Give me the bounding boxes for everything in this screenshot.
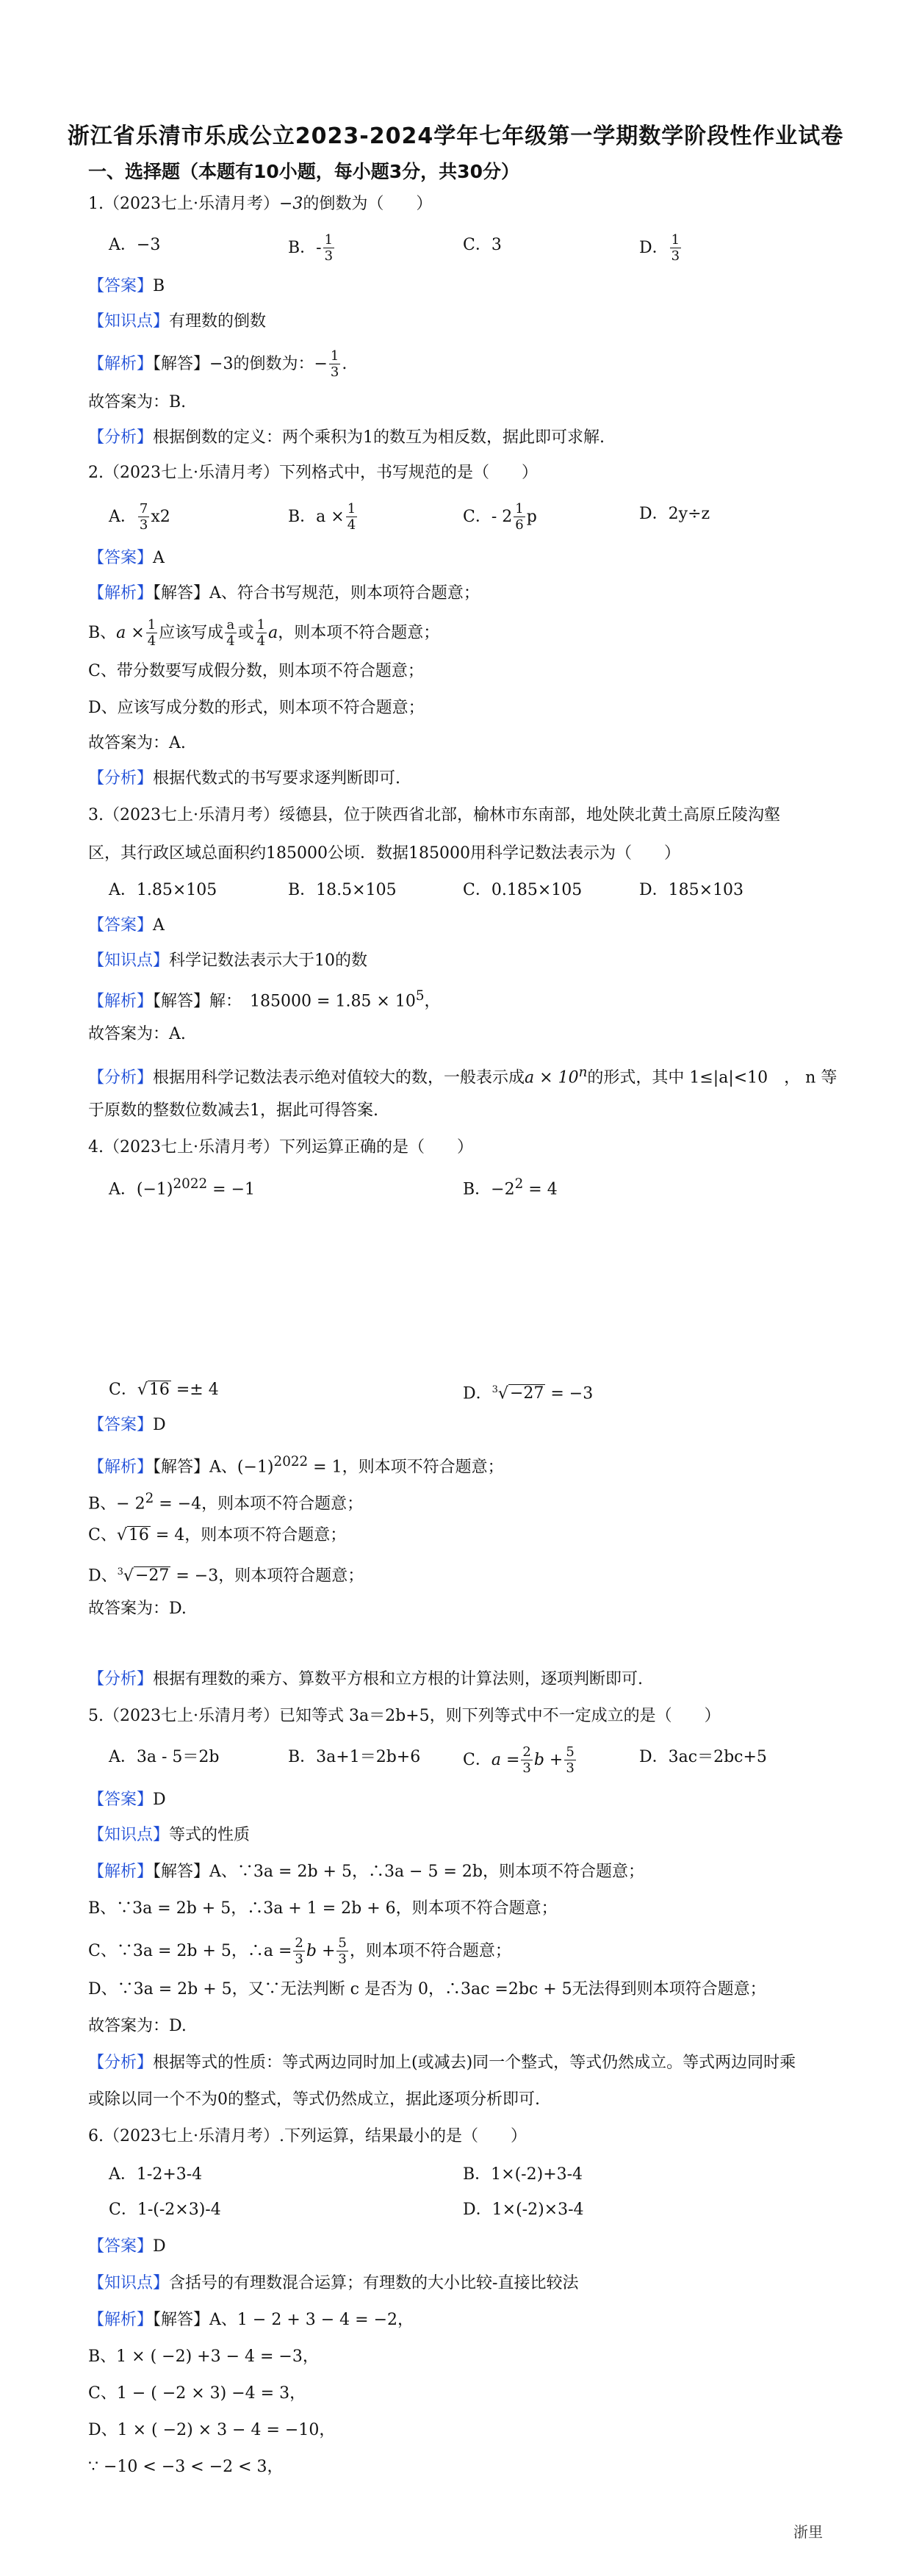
q5-fenxi-line1: 【分析】根据等式的性质：等式两边同时加上(或减去)同一个整式，等式仍然成立。等式两边同时乘	[88, 2054, 796, 2072]
q6-analysis-e: ∵ −10 < −3 < −2 < 3，	[88, 2458, 284, 2476]
q6-option-b: B．1×(-2)+3-4	[463, 2165, 583, 2184]
q2-analysis-c: C、带分数要写成假分数，则本项不符合题意；	[88, 662, 424, 680]
q5-conclusion: 故答案为：D.	[88, 2017, 187, 2035]
q5-analysis-c: C、∵3a = 2b + 5，∴a = $\frac{2}{3}$ b + $\frac{5}{3}$ ，则本项不符合题意；	[88, 1937, 511, 1966]
q3-knowledge: 【知识点】科学记数法表示大于10的数	[88, 951, 368, 970]
q5-analysis-a: 【解析】【解答】A、∵3a = 2b + 5，∴3a − 5 = 2b，则本项不符合题意；	[88, 1863, 644, 1881]
q1-conclusion: 故答案为：B.	[88, 393, 187, 411]
q4-option-c: C．√16 =± 4	[109, 1381, 219, 1399]
q5-option-d: D．3ac＝2bc+5	[639, 1748, 767, 1766]
q4-option-d: D．$^3$√−27 = −3	[463, 1384, 594, 1403]
q1-fenxi: 【分析】根据倒数的定义：两个乘积为1的数互为相反数，据此即可求解.	[88, 428, 605, 447]
q2-option-b: B．a × $\frac{1}{4}$	[288, 501, 356, 533]
q4-option-a: A．$(-1)^{2022} = -1$	[109, 1176, 256, 1199]
q2-option-c: C．- 2 $\frac{1}{6}$ p	[463, 501, 537, 533]
q4-fenxi: 【分析】根据有理数的乘方、算数平方根和立方根的计算法则，逐项判断即可.	[88, 1670, 644, 1688]
q5-analysis-d: D、∵3a = 2b + 5，又∵无法判断 c 是否为 0，∴3ac =2bc + 5无法得到则本项符合题意；	[88, 1980, 766, 1998]
q6-answer: 【答案】D	[88, 2237, 166, 2256]
q6-stem: 6.（2023七上·乐清月考）.下列运算，结果最小的是（ ）	[88, 2127, 527, 2145]
q6-option-d: D．1×(-2)×3-4	[463, 2201, 584, 2219]
q4-analysis-a: 【解析】【解答】A、$(-1)^{2022} = 1$，则本项不符合题意；	[88, 1454, 504, 1477]
q5-option-b: B．3a+1＝2b+6	[288, 1748, 421, 1766]
q1-analysis: 【解析】【解答】−3的倒数为：− $\frac{1}{3}$ .	[88, 350, 348, 379]
q3-analysis: 【解析】【解答】解： $185000 = 1.85 \times 10^5$，	[88, 988, 441, 1011]
q3-option-a: A．1.85×105	[109, 881, 217, 899]
q6-option-c: C．1-(-2×3)-4	[109, 2201, 221, 2219]
q2-analysis-b: B、a × $\frac{1}{4}$ 应该写成 $\frac{a}{4}$ 或 $\frac{1}{4}$ a，则本项不符合题意；	[88, 619, 440, 648]
q4-answer: 【答案】D	[88, 1416, 166, 1434]
q3-answer: 【答案】A	[88, 916, 165, 935]
q3-conclusion: 故答案为：A.	[88, 1025, 186, 1043]
q3-stem-line1: 3.（2023七上·乐清月考）绥德县，位于陕西省北部，榆林市东南部，地处陕北黄土高原丘陵沟壑	[88, 806, 780, 824]
document-title: 浙江省乐清市乐成公立2023-2024学年七年级第一学期数学阶段性作业试卷	[67, 123, 844, 149]
q2-analysis-d: D、应该写成分数的形式，则本项不符合题意；	[88, 699, 425, 717]
q6-analysis-c: C、1 − ( −2 × 3) −4 = 3，	[88, 2384, 306, 2403]
q1-answer: 【答案】B	[88, 277, 165, 295]
q2-option-d: D．2y÷z	[639, 505, 710, 523]
q5-knowledge: 【知识点】等式的性质	[88, 1826, 251, 1844]
q1-option-a: A．−3	[109, 236, 161, 254]
q5-analysis-b: B、∵3a = 2b + 5，∴3a + 1 = 2b + 6，则本项不符合题意；	[88, 1899, 558, 1918]
q3-fenxi-line1: 【分析】根据用科学记数法表示绝对值较大的数，一般表示成$a \times 10^n$的形式，其中 1≤|a|<10 ， n 等	[88, 1065, 838, 1087]
q3-stem-line2: 区，其行政区域总面积约185000公顷．数据185000用科学记数法表示为（ ）	[88, 844, 680, 863]
q2-option-a: A． $\frac{7}{3}$ x2	[109, 501, 170, 533]
q6-analysis-b: B、1 × ( −2) +3 − 4 = −3，	[88, 2347, 319, 2366]
q4-conclusion: 故答案为：D.	[88, 1600, 187, 1618]
q6-option-a: A．1-2+3-4	[109, 2165, 203, 2184]
q1-option-c: C．3	[463, 236, 502, 254]
q5-answer: 【答案】D	[88, 1791, 166, 1809]
q3-option-b: B．18.5×105	[288, 881, 397, 899]
q1-stem: 1.（2023七上·乐清月考）−3的倒数为（ ）	[88, 195, 433, 213]
q2-conclusion: 故答案为：A.	[88, 734, 186, 752]
q6-analysis-d: D、1 × ( −2) × 3 − 4 = −10，	[88, 2421, 336, 2439]
q3-fenxi-line2: 于原数的整数位数减去1，据此可得答案.	[88, 1101, 378, 1120]
q5-option-c: C．a = $\frac{2}{3}$ b + $\frac{5}{3}$	[463, 1744, 575, 1776]
q2-fenxi: 【分析】根据代数式的书写要求逐判断即可.	[88, 769, 401, 788]
q6-analysis-a: 【解析】【解答】A、1 − 2 + 3 − 4 = −2，	[88, 2311, 414, 2329]
q5-stem: 5.（2023七上·乐清月考）已知等式 3a＝2b+5，则下列等式中不一定成立的是（ ）	[88, 1707, 721, 1725]
q4-stem: 4.（2023七上·乐清月考）下列运算正确的是（ ）	[88, 1138, 473, 1156]
q3-option-d: D．185×103	[639, 881, 744, 899]
q4-analysis-c: C、√16 = 4，则本项不符合题意；	[88, 1526, 347, 1544]
q4-analysis-b: B、− $2^2 = -4$，则本项不符合题意；	[88, 1491, 364, 1514]
q4-option-b: B．$-2^2 = 4$	[463, 1176, 558, 1199]
q5-fenxi-line2: 或除以同一个不为0的整式，等式仍然成立，据此逐项分析即可.	[88, 2090, 540, 2109]
section-heading: 一、选择题（本题有10小题，每小题3分，共30分）	[88, 161, 519, 182]
q2-analysis-a: 【解析】【解答】A、符合书写规范，则本项符合题意；	[88, 584, 480, 602]
q1-option-b: B．- $\frac{1}{3}$	[288, 232, 334, 264]
q1-option-d: D． $\frac{1}{3}$	[639, 232, 680, 264]
q2-stem: 2.（2023七上·乐清月考）下列格式中，书写规范的是（ ）	[88, 464, 538, 482]
q6-knowledge: 【知识点】含括号的有理数混合运算；有理数的大小比较-直接比较法	[88, 2274, 579, 2292]
q5-option-a: A．3a - 5＝2b	[109, 1748, 220, 1766]
q1-knowledge: 【知识点】有理数的倒数	[88, 312, 267, 331]
q4-analysis-d: D、$^3$√−27 = −3，则本项符合题意；	[88, 1566, 364, 1586]
q2-answer: 【答案】A	[88, 549, 165, 567]
page-footer: 浙里	[793, 2523, 823, 2541]
q3-option-c: C．0.185×105	[463, 881, 583, 899]
